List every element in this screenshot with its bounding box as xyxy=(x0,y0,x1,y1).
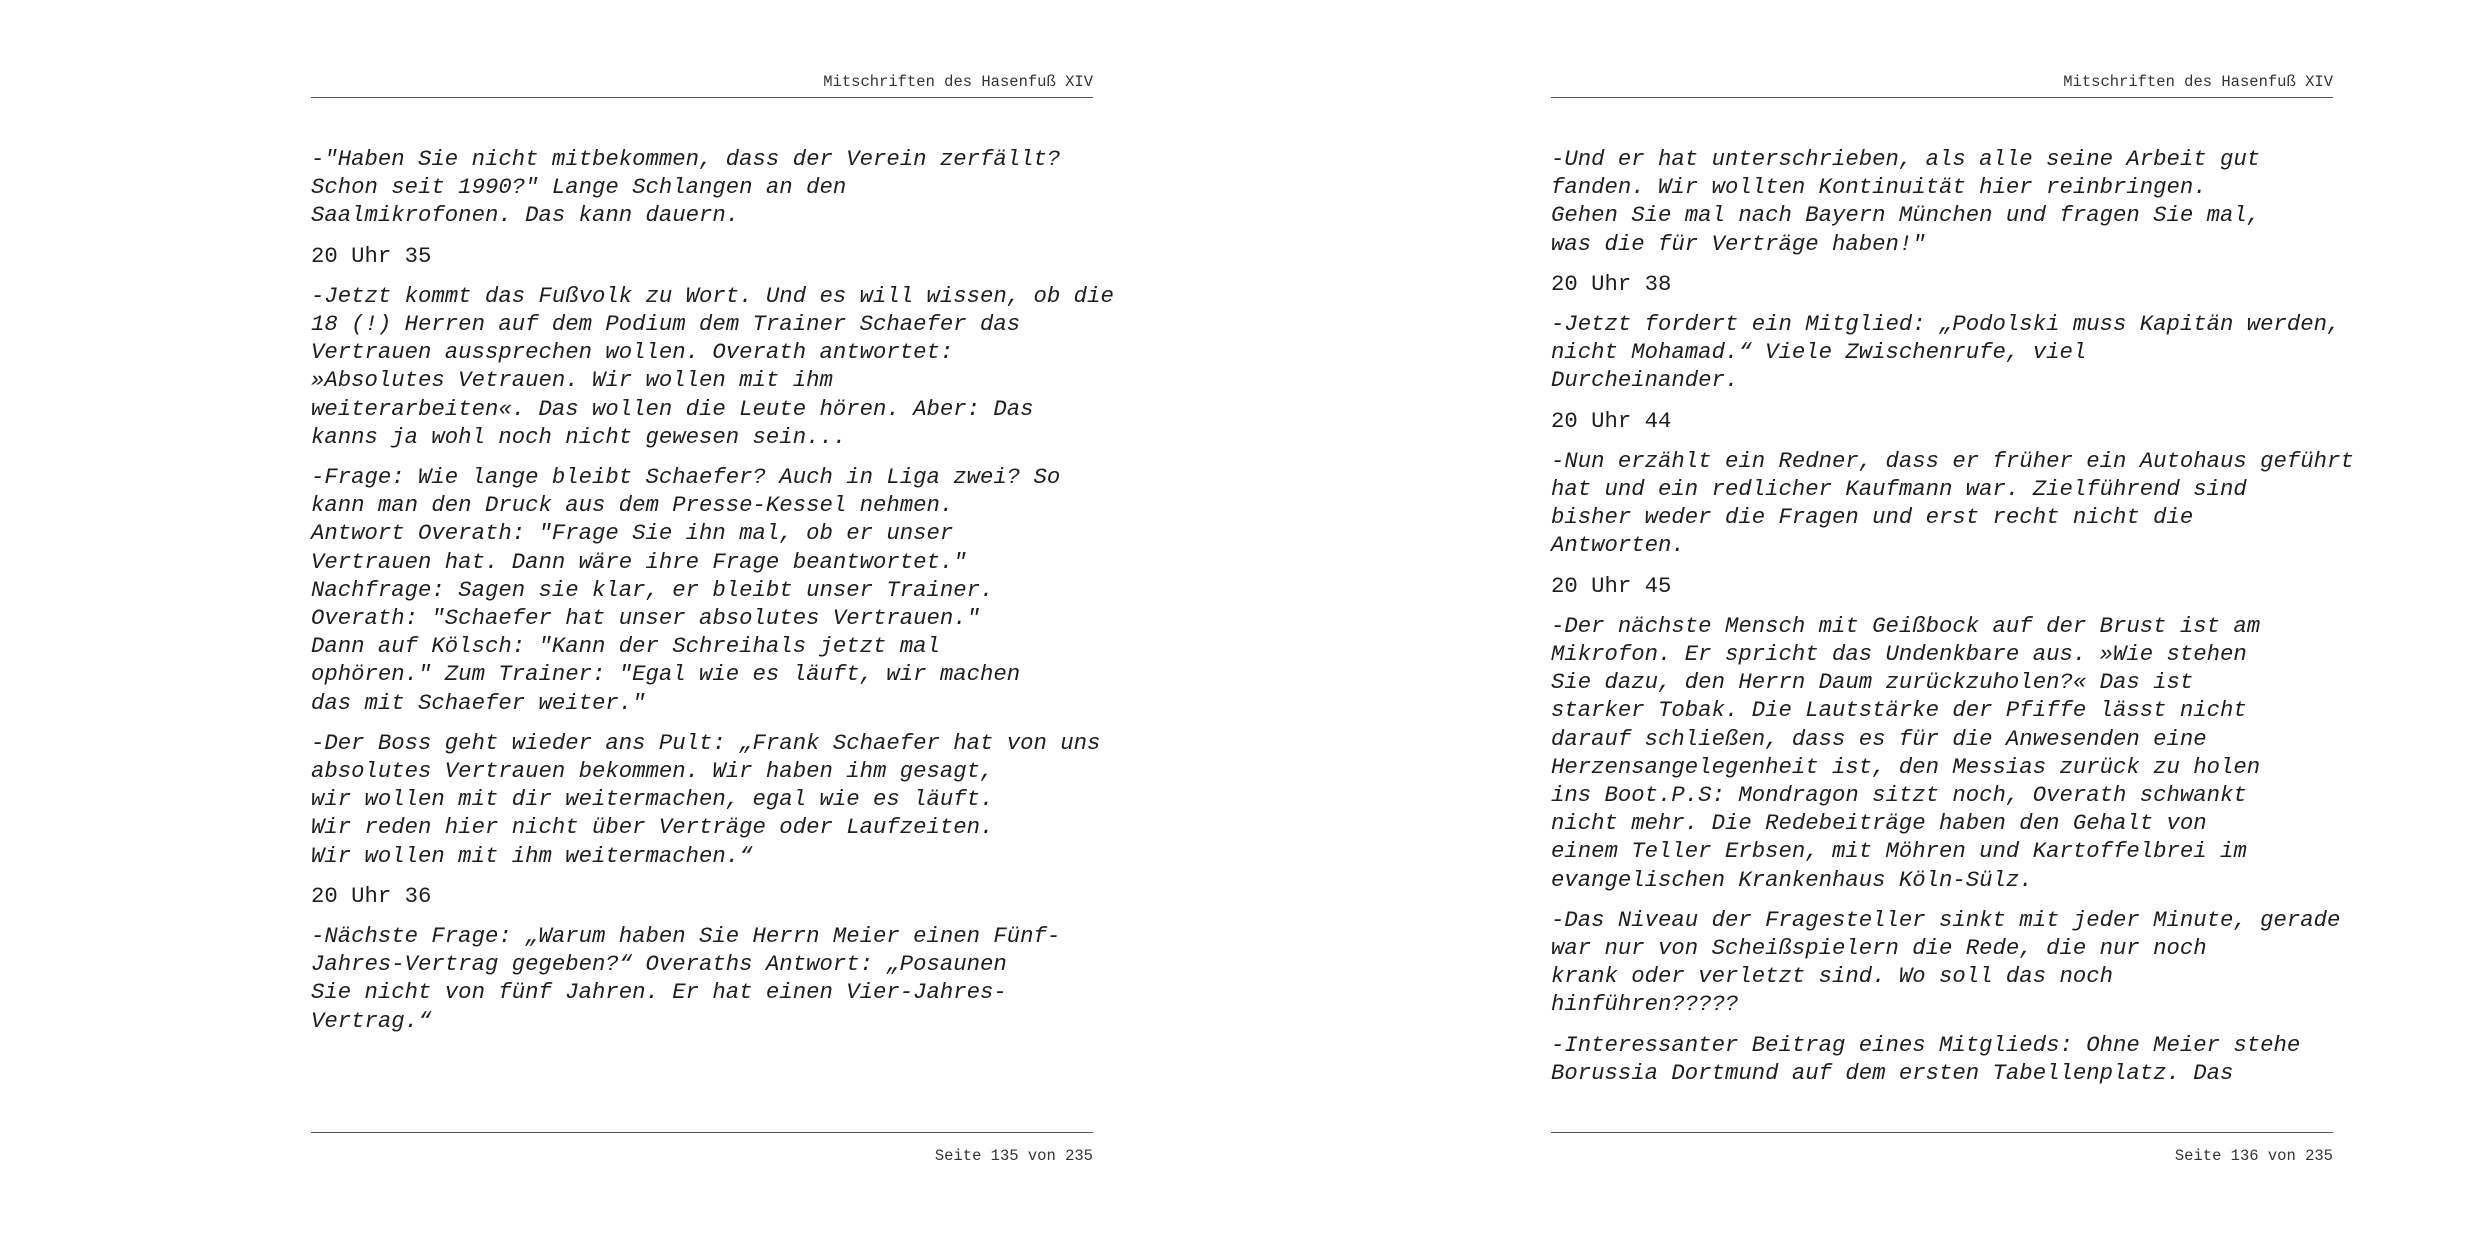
page-body xyxy=(311,145,1114,1047)
entry-line: Sie nicht von fünf Jahren. Er hat einen Vier-Jahres- xyxy=(311,979,1007,1006)
entry-line: einem Teller Erbsen, mit Möhren und Kartoffelbrei im xyxy=(1551,838,2247,865)
entry-line: Overath: "Schaefer hat unser absolutes Vertrauen." xyxy=(311,605,981,632)
timestamp: 20 Uhr 45 xyxy=(1551,572,1672,599)
running-header: Mitschriften des Hasenfuß XIV xyxy=(823,73,1093,91)
header-rule xyxy=(1551,97,2333,98)
entry-line: das mit Schaefer weiter." xyxy=(311,689,646,716)
transcript-entry xyxy=(1551,447,2354,560)
entry-line: kanns ja wohl noch nicht gewesen sein... xyxy=(311,423,847,450)
entry-line: Schon seit 1990?" Lange Schlangen an den xyxy=(311,174,847,201)
entry-line: krank oder verletzt sind. Wo soll das noch xyxy=(1551,963,2113,990)
entry-line: wir wollen mit dir weitermachen, egal wie es läuft. xyxy=(311,786,994,813)
entry-line: Vertrauen hat. Dann wäre ihre Frage beantwortet." xyxy=(311,548,967,575)
footer-rule xyxy=(311,1132,1093,1133)
entry-line: »Absolutes Vetrauen. Wir wollen mit ihm xyxy=(311,367,833,394)
entry-line: weiterarbeiten«. Das wollen die Leute hören. Aber: Das xyxy=(311,395,1034,422)
timestamp: 20 Uhr 36 xyxy=(311,882,432,909)
entry-line: was die für Verträge haben!" xyxy=(1551,230,1926,257)
entry-line: Wir wollen mit ihm weitermachen.“ xyxy=(311,842,753,869)
entry-line: darauf schließen, dass es für die Anwesenden eine xyxy=(1551,725,2207,752)
entry-line: Borussia Dortmund auf dem ersten Tabellenplatz. Das xyxy=(1551,1059,2234,1086)
entry-line: Nachfrage: Sagen sie klar, er bleibt unser Trainer. xyxy=(311,576,994,603)
entry-line: Vertrauen aussprechen wollen. Overath antwortet: xyxy=(311,339,954,366)
transcript-entry xyxy=(1551,612,2341,894)
timestamp: 20 Uhr 44 xyxy=(1551,407,1672,434)
transcript-entry xyxy=(311,463,1101,717)
right-page xyxy=(1551,0,2354,1240)
entry-line: starker Tobak. Die Lautstärke der Pfiffe lässt nicht xyxy=(1551,697,2247,724)
entry-line: -"Haben Sie nicht mitbekommen, dass der Verein zerfällt? xyxy=(311,146,1061,172)
header-rule xyxy=(311,97,1093,98)
entry-line: Wir reden hier nicht über Verträge oder Laufzeiten. xyxy=(311,814,994,841)
entry-line: Antworten. xyxy=(1551,532,1685,559)
transcript-entry xyxy=(1551,145,2341,258)
transcript-entry xyxy=(1551,310,2341,395)
transcript-entry xyxy=(1551,1031,2341,1087)
entry-line: Herzensangelegenheit ist, den Messias zurück zu holen xyxy=(1551,753,2261,780)
entry-line: ins Boot.P.S: Mondragon sitzt noch, Overath schwankt xyxy=(1551,782,2247,809)
entry-line: fanden. Wir wollten Kontinuität hier reinbringen. xyxy=(1551,174,2207,201)
entry-line: Sie dazu, den Herrn Daum zurückzuholen?« Das ist xyxy=(1551,669,2194,696)
entry-line: -Der Boss geht wieder ans Pult: „Frank Schaefer hat von uns xyxy=(311,729,1101,756)
entry-line: -Nächste Frage: „Warum haben Sie Herrn Meier einen Fünf- xyxy=(311,923,1061,950)
entry-line: -Frage: Wie lange bleibt Schaefer? Auch in Liga zwei? So xyxy=(311,464,1061,491)
entry-line: -Jetzt kommt das Fußvolk zu Wort. Und es will wissen, ob die xyxy=(311,282,1114,309)
transcript-entry xyxy=(311,145,1101,230)
entry-line: hat und ein redlicher Kaufmann war. Zielführend sind xyxy=(1551,476,2247,503)
entry-line: Mikrofon. Er spricht das Undenkbare aus. »Wie stehen xyxy=(1551,641,2247,668)
entry-line: war nur von Scheißspielern die Rede, die nur noch xyxy=(1551,935,2207,962)
transcript-entry xyxy=(311,729,1101,870)
footer-rule xyxy=(1551,1132,2333,1133)
entry-line: -Jetzt fordert ein Mitglied: „Podolski muss Kapitän werden, xyxy=(1551,311,2341,338)
timestamp: 20 Uhr 35 xyxy=(311,242,432,269)
entry-line: nicht mehr. Die Redebeiträge haben den Gehalt von xyxy=(1551,810,2207,837)
entry-line: 18 (!) Herren auf dem Podium dem Trainer Schaefer das xyxy=(311,311,1021,338)
entry-line: hinführen????? xyxy=(1551,991,1739,1018)
running-header: Mitschriften des Hasenfuß XIV xyxy=(2063,73,2333,91)
transcript-entry xyxy=(311,282,1114,451)
entry-line: Gehen Sie mal nach Bayern München und fragen Sie mal, xyxy=(1551,202,2261,229)
transcript-entry xyxy=(311,922,1101,1035)
entry-line: Vertrag.“ xyxy=(311,1007,432,1034)
entry-line: -Das Niveau der Fragesteller sinkt mit jeder Minute, gerade xyxy=(1551,906,2341,933)
entry-line: Saalmikrofonen. Das kann dauern. xyxy=(311,202,740,229)
entry-line: Durcheinander. xyxy=(1551,367,1739,394)
transcript-entry xyxy=(1551,906,2341,1019)
entry-line: -Und er hat unterschrieben, als alle seine Arbeit gut xyxy=(1551,146,2261,172)
entry-line: -Nun erzählt ein Redner, dass er früher ein Autohaus geführt xyxy=(1551,447,2354,474)
entry-line: ophören." Zum Trainer: "Egal wie es läuft, wir machen xyxy=(311,661,1021,688)
entry-line: absolutes Vertrauen bekommen. Wir haben ihm gesagt, xyxy=(311,758,994,785)
entry-line: -Der nächste Mensch mit Geißbock auf der Brust ist am xyxy=(1551,612,2261,639)
entry-line: -Interessanter Beitrag eines Mitglieds: Ohne Meier stehe xyxy=(1551,1031,2301,1058)
page-body xyxy=(1551,145,2354,1099)
entry-line: bisher weder die Fragen und erst recht nicht die xyxy=(1551,504,2194,531)
entry-line: Dann auf Kölsch: "Kann der Schreihals jetzt mal xyxy=(311,633,940,660)
timestamp: 20 Uhr 38 xyxy=(1551,270,1672,297)
entry-line: kann man den Druck aus dem Presse-Kessel nehmen. xyxy=(311,492,954,519)
page-number: Seite 136 von 235 xyxy=(2174,1147,2333,1165)
left-page xyxy=(311,0,1114,1240)
entry-line: Antwort Overath: "Frage Sie ihn mal, ob er unser xyxy=(311,520,954,547)
entry-line: nicht Mohamad.“ Viele Zwischenrufe, viel xyxy=(1551,339,2087,366)
entry-line: evangelischen Krankenhaus Köln-Sülz. xyxy=(1551,866,2033,893)
page-number: Seite 135 von 235 xyxy=(934,1147,1093,1165)
entry-line: Jahres-Vertrag gegeben?“ Overaths Antwort: „Posaunen xyxy=(311,951,1007,978)
